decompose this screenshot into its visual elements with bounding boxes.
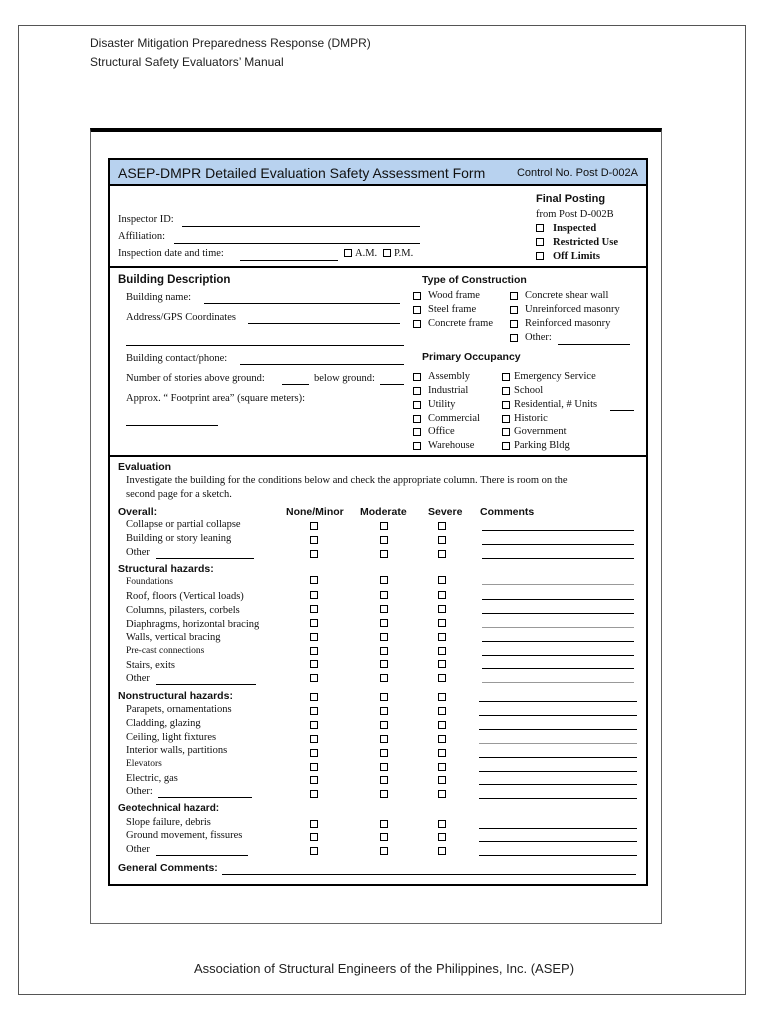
historic-checkbox[interactable]: [502, 415, 510, 423]
moderate-checkbox[interactable]: [380, 707, 388, 715]
other-construction-checkbox[interactable]: [510, 334, 518, 342]
row-label: Elevators: [126, 759, 162, 769]
none-minor-checkbox[interactable]: [310, 721, 318, 729]
row-label: Other: [126, 673, 150, 684]
inspector-id-label: Inspector ID:: [118, 214, 174, 225]
none-minor-checkbox[interactable]: [310, 820, 318, 828]
comment-line[interactable]: [482, 599, 634, 600]
stories-below-field[interactable]: [380, 384, 404, 385]
none-minor-checkbox[interactable]: [310, 536, 318, 544]
geotechnical-other-field[interactable]: [156, 855, 248, 856]
moderate-checkbox[interactable]: [380, 674, 388, 682]
moderate-checkbox[interactable]: [380, 633, 388, 641]
moderate-checkbox[interactable]: [380, 790, 388, 798]
severe-checkbox[interactable]: [438, 660, 446, 668]
nonstructural-title: Nonstructural hazards:: [118, 690, 233, 702]
severe-checkbox[interactable]: [438, 647, 446, 655]
comment-line[interactable]: [482, 668, 634, 669]
reinforced-masonry-checkbox[interactable]: [510, 320, 518, 328]
row-label: Ground movement, fissures: [126, 830, 243, 841]
inspection-date-label: Inspection date and time:: [118, 248, 224, 259]
none-minor-checkbox[interactable]: [310, 693, 318, 701]
nonstructural-other-field[interactable]: [158, 797, 252, 798]
concrete-frame-label: Concrete frame: [428, 318, 494, 329]
row-label: Ceiling, light fixtures: [126, 732, 217, 743]
school-label: School: [514, 385, 544, 396]
commercial-checkbox[interactable]: [413, 415, 421, 423]
none-minor-checkbox[interactable]: [310, 674, 318, 682]
stories-label: Number of stories above ground:: [126, 373, 265, 384]
restricted-use-checkbox[interactable]: [536, 238, 544, 246]
severe-checkbox[interactable]: [438, 576, 446, 584]
warehouse-checkbox[interactable]: [413, 442, 421, 450]
parking-bldg-checkbox[interactable]: [502, 442, 510, 450]
moderate-checkbox[interactable]: [380, 721, 388, 729]
government-label: Government: [514, 426, 567, 437]
severe-checkbox[interactable]: [438, 847, 446, 855]
row-label: Foundations: [126, 577, 173, 587]
none-minor-checkbox[interactable]: [310, 707, 318, 715]
comment-line[interactable]: [482, 530, 634, 531]
government-checkbox[interactable]: [502, 428, 510, 436]
residential-units-field[interactable]: [610, 410, 634, 411]
none-minor-checkbox[interactable]: [310, 735, 318, 743]
moderate-checkbox[interactable]: [380, 820, 388, 828]
restricted-use-label: Restricted Use: [553, 237, 619, 248]
none-minor-checkbox[interactable]: [310, 605, 318, 613]
inspected-checkbox[interactable]: [536, 224, 544, 232]
none-minor-checkbox[interactable]: [310, 776, 318, 784]
none-minor-checkbox[interactable]: [310, 749, 318, 757]
assembly-checkbox[interactable]: [413, 373, 421, 381]
off-limits-label: Off Limits: [553, 251, 600, 262]
primary-occupancy-title: Primary Occupancy: [422, 351, 521, 363]
comment-line[interactable]: [479, 715, 637, 716]
severe-checkbox[interactable]: [438, 707, 446, 715]
row-label: Electric, gas: [126, 773, 178, 784]
none-minor-checkbox[interactable]: [310, 591, 318, 599]
none-minor-checkbox[interactable]: [310, 522, 318, 530]
assembly-label: Assembly: [428, 371, 470, 382]
office-label: Office: [428, 426, 455, 437]
assessment-form: [108, 158, 648, 886]
inspected-label: Inspected: [553, 223, 597, 234]
severe-checkbox[interactable]: [438, 693, 446, 701]
form-title-bar: [110, 160, 646, 186]
comment-line[interactable]: [482, 613, 634, 614]
unreinforced-masonry-label: Unreinforced masonry: [525, 304, 620, 315]
am-checkbox[interactable]: [344, 249, 352, 257]
row-label: Other:: [126, 786, 153, 797]
comment-line[interactable]: [482, 584, 634, 585]
below-ground-label: below ground:: [314, 373, 375, 384]
comment-line[interactable]: [482, 558, 634, 559]
manual-header-line1: Disaster Mitigation Preparedness Response (DMPR): [90, 36, 371, 50]
building-name-label: Building name:: [126, 292, 192, 303]
comment-line[interactable]: [479, 743, 637, 744]
moderate-checkbox[interactable]: [380, 536, 388, 544]
column-comments: Comments: [480, 506, 535, 518]
page-footer: Association of Structural Engineers of the Philippines, Inc. (ASEP): [193, 961, 575, 976]
severe-checkbox[interactable]: [438, 522, 446, 530]
row-label: Walls, vertical bracing: [126, 632, 221, 643]
severe-checkbox[interactable]: [438, 591, 446, 599]
moderate-checkbox[interactable]: [380, 735, 388, 743]
section-divider: [110, 455, 646, 457]
moderate-checkbox[interactable]: [380, 749, 388, 757]
row-label: Diaphragms, horizontal bracing: [126, 619, 260, 630]
concrete-shear-wall-checkbox[interactable]: [510, 292, 518, 300]
concrete-shear-wall-label: Concrete shear wall: [525, 290, 609, 301]
comment-line[interactable]: [482, 655, 634, 656]
moderate-checkbox[interactable]: [380, 763, 388, 771]
row-label: Cladding, glazing: [126, 718, 201, 729]
severe-checkbox[interactable]: [438, 820, 446, 828]
structural-other-field[interactable]: [156, 684, 256, 685]
row-label: Parapets, ornamentations: [126, 704, 232, 715]
severe-checkbox[interactable]: [438, 536, 446, 544]
moderate-checkbox[interactable]: [380, 776, 388, 784]
comment-line[interactable]: [479, 701, 637, 702]
concrete-frame-checkbox[interactable]: [413, 320, 421, 328]
evaluation-instructions-line2: second page for a sketch.: [126, 489, 232, 500]
form-title: ASEP-DMPR Detailed Evaluation Safety Assessment Form: [118, 165, 486, 181]
severe-checkbox[interactable]: [438, 735, 446, 743]
comment-line[interactable]: [479, 828, 637, 829]
emergency-service-label: Emergency Service: [514, 371, 596, 382]
comment-line[interactable]: [479, 798, 637, 799]
severe-checkbox[interactable]: [438, 721, 446, 729]
structural-title: Structural hazards:: [118, 563, 214, 575]
building-name-field[interactable]: [204, 303, 400, 304]
commercial-label: Commercial: [428, 413, 480, 424]
comment-line[interactable]: [482, 641, 634, 642]
steel-frame-label: Steel frame: [428, 304, 477, 315]
comment-line[interactable]: [479, 855, 637, 856]
construction-type-title: Type of Construction: [422, 274, 527, 286]
moderate-checkbox[interactable]: [380, 619, 388, 627]
column-moderate: Moderate: [360, 506, 407, 518]
none-minor-checkbox[interactable]: [310, 633, 318, 641]
severe-checkbox[interactable]: [438, 790, 446, 798]
comment-line[interactable]: [479, 784, 637, 785]
row-label: Stairs, exits: [126, 660, 175, 671]
historic-label: Historic: [514, 413, 548, 424]
row-label: Other: [126, 547, 150, 558]
column-severe: Severe: [428, 506, 463, 518]
residential-label: Residential, # Units: [514, 399, 598, 410]
industrial-checkbox[interactable]: [413, 387, 421, 395]
comment-line[interactable]: [482, 544, 634, 545]
office-checkbox[interactable]: [413, 428, 421, 436]
warehouse-label: Warehouse: [428, 440, 475, 451]
wood-frame-checkbox[interactable]: [413, 292, 421, 300]
severe-checkbox[interactable]: [438, 605, 446, 613]
reinforced-masonry-label: Reinforced masonry: [525, 318, 611, 329]
other-construction-label: Other:: [525, 332, 552, 343]
none-minor-checkbox[interactable]: [310, 550, 318, 558]
severe-checkbox[interactable]: [438, 776, 446, 784]
wood-frame-label: Wood frame: [428, 290, 480, 301]
industrial-label: Industrial: [428, 385, 469, 396]
address-field[interactable]: [248, 323, 400, 324]
row-label: Pre-cast connections: [126, 646, 205, 656]
moderate-checkbox[interactable]: [380, 847, 388, 855]
moderate-checkbox[interactable]: [380, 693, 388, 701]
building-description-title: Building Description: [118, 274, 231, 286]
footprint-label: Approx. “ Footprint area” (square meters):: [126, 393, 306, 404]
emergency-service-checkbox[interactable]: [502, 373, 510, 381]
row-label: Columns, pilasters, corbels: [126, 605, 240, 616]
geotechnical-title: Geotechnical hazard:: [118, 803, 220, 814]
inspector-id-field[interactable]: [182, 226, 420, 227]
inspection-date-field[interactable]: [240, 260, 338, 261]
none-minor-checkbox[interactable]: [310, 847, 318, 855]
evaluation-title: Evaluation: [118, 461, 172, 473]
residential-checkbox[interactable]: [502, 401, 510, 409]
none-minor-checkbox[interactable]: [310, 576, 318, 584]
severe-checkbox[interactable]: [438, 619, 446, 627]
severe-checkbox[interactable]: [438, 833, 446, 841]
general-comments-label: General Comments:: [118, 862, 218, 874]
utility-label: Utility: [428, 399, 456, 410]
address-field-line2[interactable]: [126, 345, 404, 346]
manual-header-line2: Structural Safety Evaluators’ Manual: [90, 55, 284, 69]
unreinforced-masonry-checkbox[interactable]: [510, 306, 518, 314]
contact-field[interactable]: [240, 364, 404, 365]
comment-line[interactable]: [479, 757, 637, 758]
row-label: Collapse or partial collapse: [126, 519, 241, 530]
moderate-checkbox[interactable]: [380, 576, 388, 584]
stories-above-field[interactable]: [282, 384, 309, 385]
row-label: Building or story leaning: [126, 533, 232, 544]
none-minor-checkbox[interactable]: [310, 660, 318, 668]
footprint-field[interactable]: [126, 425, 218, 426]
evaluation-instructions-line1: Investigate the building for the conditions below and check the appropriate column. There is room on the: [126, 475, 568, 486]
none-minor-checkbox[interactable]: [310, 833, 318, 841]
pm-label: P.M.: [394, 248, 414, 259]
steel-frame-checkbox[interactable]: [413, 306, 421, 314]
school-checkbox[interactable]: [502, 387, 510, 395]
moderate-checkbox[interactable]: [380, 550, 388, 558]
off-limits-checkbox[interactable]: [536, 252, 544, 260]
moderate-checkbox[interactable]: [380, 660, 388, 668]
comment-line[interactable]: [482, 627, 634, 628]
affiliation-label: Affiliation:: [118, 231, 166, 242]
severe-checkbox[interactable]: [438, 550, 446, 558]
moderate-checkbox[interactable]: [380, 591, 388, 599]
parking-bldg-label: Parking Bldg: [514, 440, 570, 451]
utility-checkbox[interactable]: [413, 401, 421, 409]
row-label: Slope failure, debris: [126, 817, 211, 828]
row-label: Roof, floors (Vertical loads): [126, 591, 244, 602]
pm-checkbox[interactable]: [383, 249, 391, 257]
severe-checkbox[interactable]: [438, 763, 446, 771]
comment-line[interactable]: [479, 841, 637, 842]
moderate-checkbox[interactable]: [380, 522, 388, 530]
severe-checkbox[interactable]: [438, 749, 446, 757]
moderate-checkbox[interactable]: [380, 605, 388, 613]
affiliation-field[interactable]: [174, 243, 420, 244]
none-minor-checkbox[interactable]: [310, 647, 318, 655]
am-label: A.M.: [355, 248, 378, 259]
severe-checkbox[interactable]: [438, 633, 446, 641]
severe-checkbox[interactable]: [438, 674, 446, 682]
comment-line[interactable]: [482, 682, 634, 683]
none-minor-checkbox[interactable]: [310, 619, 318, 627]
comment-line[interactable]: [479, 771, 637, 772]
comment-line[interactable]: [479, 729, 637, 730]
contact-label: Building contact/phone:: [126, 353, 228, 364]
moderate-checkbox[interactable]: [380, 647, 388, 655]
address-label: Address/GPS Coordinates: [126, 312, 236, 323]
control-number: Control No. Post D-002A: [516, 167, 638, 179]
final-posting-from: from Post D-002B: [536, 209, 614, 220]
row-label: Other: [126, 844, 150, 855]
general-comments-field[interactable]: [222, 874, 636, 875]
other-construction-field[interactable]: [558, 344, 630, 345]
overall-title: Overall:: [118, 506, 158, 518]
column-none-minor: None/Minor: [286, 506, 344, 518]
moderate-checkbox[interactable]: [380, 833, 388, 841]
row-label: Interior walls, partitions: [126, 745, 228, 756]
overall-other-field[interactable]: [156, 558, 254, 559]
final-posting-title: Final Posting: [536, 193, 606, 205]
none-minor-checkbox[interactable]: [310, 763, 318, 771]
none-minor-checkbox[interactable]: [310, 790, 318, 798]
section-divider: [110, 266, 646, 268]
